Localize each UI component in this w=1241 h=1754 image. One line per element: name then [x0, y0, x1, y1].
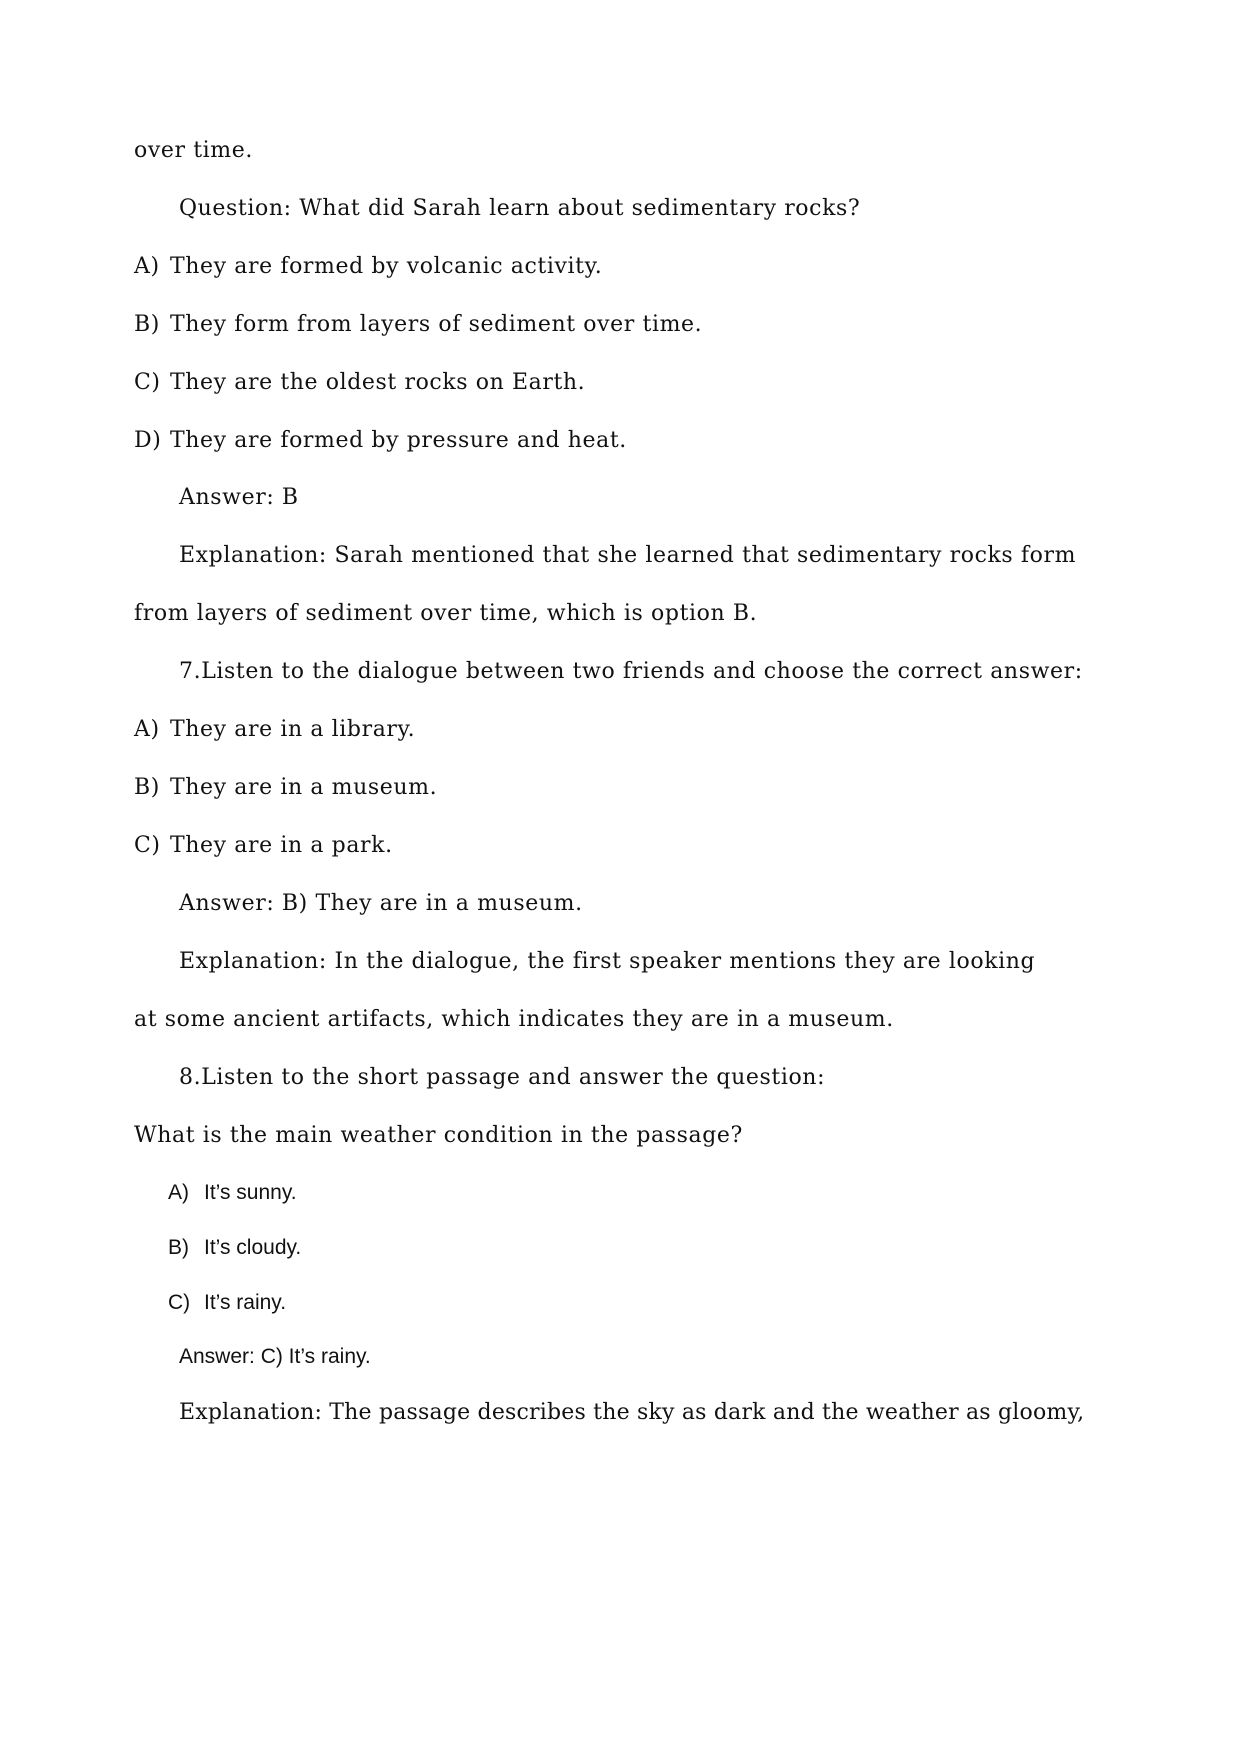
option-label: C): [134, 370, 161, 395]
option-text: It’s rainy.: [204, 1291, 287, 1314]
option-label: A): [134, 254, 160, 279]
explanation-text: from layers of sediment over time, which is option B.: [134, 601, 758, 626]
option-label: C): [134, 833, 161, 858]
option-label: B): [168, 1236, 189, 1259]
answer-text: Answer: B: [179, 485, 299, 510]
explanation-text: Explanation: In the dialogue, the first speaker mentions they are looking: [179, 949, 1036, 974]
option-a: [134, 716, 415, 744]
question-heading: 7.Listen to the dialogue between two friends and choose the correct answer:: [179, 659, 1083, 684]
option-text: They form from layers of sediment over time.: [170, 312, 703, 337]
question-heading: 8.Listen to the short passage and answer the question:: [179, 1065, 826, 1090]
option-text: They are formed by pressure and heat.: [170, 428, 627, 453]
option-b: [134, 774, 437, 802]
explanation-text: Explanation: Sarah mentioned that she learned that sedimentary rocks form: [179, 543, 1077, 568]
option-d: [134, 427, 627, 455]
text-line: over time.: [134, 138, 253, 163]
option-text: They are in a library.: [170, 717, 416, 742]
option-c: [168, 1289, 286, 1317]
option-c: [134, 832, 393, 860]
option-text: It’s cloudy.: [204, 1236, 302, 1259]
option-label: A): [168, 1181, 189, 1204]
explanation-text: Explanation: The passage describes the sky as dark and the weather as gloomy,: [179, 1400, 1085, 1425]
answer-text: Answer: B) They are in a museum.: [179, 891, 583, 916]
option-b: [134, 311, 702, 339]
option-label: D): [134, 428, 162, 453]
option-b: [168, 1234, 301, 1262]
option-text: They are formed by volcanic activity.: [170, 254, 603, 279]
option-text: They are in a museum.: [170, 775, 438, 800]
option-label: C): [168, 1291, 191, 1314]
option-c: [134, 369, 585, 397]
option-text: They are in a park.: [170, 833, 393, 858]
option-label: B): [134, 775, 160, 800]
option-label: B): [134, 312, 160, 337]
option-a: [134, 253, 602, 281]
question-text: What is the main weather condition in the passage?: [134, 1123, 743, 1148]
option-a: [168, 1179, 297, 1207]
question-text: Question: What did Sarah learn about sedimentary rocks?: [179, 196, 861, 221]
answer-text: Answer: C) It’s rainy.: [179, 1345, 371, 1368]
option-text: They are the oldest rocks on Earth.: [170, 370, 586, 395]
option-label: A): [134, 717, 160, 742]
option-text: It’s sunny.: [204, 1181, 297, 1204]
explanation-text: at some ancient artifacts, which indicates they are in a museum.: [134, 1007, 894, 1032]
